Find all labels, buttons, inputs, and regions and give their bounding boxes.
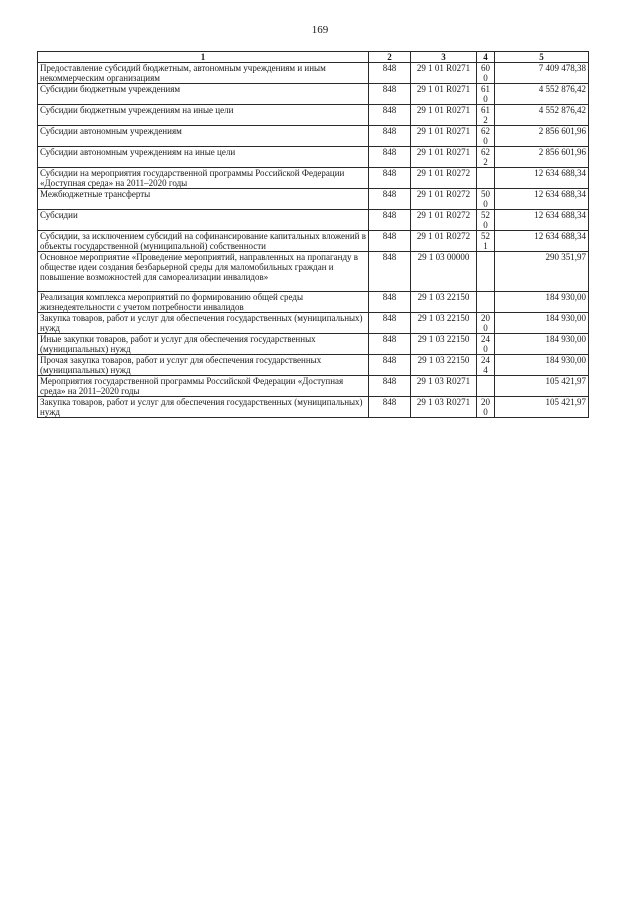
row-ministry-code: 848	[369, 63, 411, 84]
table-row	[38, 105, 589, 126]
table-row	[38, 252, 589, 292]
row-description: Субсидии бюджетным учреждениям на иные цели	[38, 105, 369, 126]
column-header: 1	[38, 52, 369, 63]
row-amount: 7 409 478,38	[495, 63, 589, 84]
table-row	[38, 126, 589, 147]
row-target-code: 29 1 03 R0271	[411, 376, 477, 397]
row-expense-type	[477, 252, 495, 292]
row-ministry-code: 848	[369, 210, 411, 231]
row-expense-type: 244	[477, 355, 495, 376]
row-description: Межбюджетные трансферты	[38, 189, 369, 210]
row-expense-type: 610	[477, 84, 495, 105]
row-expense-type: 622	[477, 147, 495, 168]
row-ministry-code: 848	[369, 252, 411, 292]
row-target-code: 29 1 01 R0272	[411, 189, 477, 210]
row-description: Субсидии автономным учреждениям	[38, 126, 369, 147]
table-row	[38, 147, 589, 168]
row-amount: 12 634 688,34	[495, 231, 589, 252]
table-row	[38, 334, 589, 355]
row-amount: 2 856 601,96	[495, 126, 589, 147]
table-row	[38, 189, 589, 210]
row-amount: 105 421,97	[495, 376, 589, 397]
row-ministry-code: 848	[369, 84, 411, 105]
column-header: 5	[495, 52, 589, 63]
table-row	[38, 313, 589, 334]
table-row	[38, 210, 589, 231]
table-row	[38, 231, 589, 252]
row-amount: 4 552 876,42	[495, 84, 589, 105]
row-expense-type	[477, 292, 495, 313]
row-expense-type	[477, 168, 495, 189]
row-ministry-code: 848	[369, 126, 411, 147]
row-amount: 12 634 688,34	[495, 189, 589, 210]
row-target-code: 29 1 01 R0271	[411, 84, 477, 105]
row-ministry-code: 848	[369, 355, 411, 376]
row-ministry-code: 848	[369, 292, 411, 313]
row-description: Иные закупки товаров, работ и услуг для обеспечения государственных (муниципальных) нужд	[38, 334, 369, 355]
row-expense-type: 240	[477, 334, 495, 355]
row-ministry-code: 848	[369, 397, 411, 418]
row-target-code: 29 1 03 22150	[411, 313, 477, 334]
row-target-code: 29 1 01 R0272	[411, 231, 477, 252]
row-description: Основное мероприятие «Проведение мероприятий, направленных на пропаганду в обществе идеи создания безбарьерной среды для маломобильных граждан и повышение возможностей для самореализации инвалидов»	[38, 252, 369, 292]
row-target-code: 29 1 01 R0272	[411, 210, 477, 231]
row-description: Прочая закупка товаров, работ и услуг для обеспечения государственных (муниципальных) нужд	[38, 355, 369, 376]
row-ministry-code: 848	[369, 376, 411, 397]
column-header: 4	[477, 52, 495, 63]
row-description: Субсидии бюджетным учреждениям	[38, 84, 369, 105]
row-expense-type: 521	[477, 231, 495, 252]
row-description: Закупка товаров, работ и услуг для обеспечения государственных (муниципальных) нужд	[38, 313, 369, 334]
row-expense-type: 620	[477, 126, 495, 147]
row-ministry-code: 848	[369, 189, 411, 210]
row-target-code: 29 1 03 22150	[411, 355, 477, 376]
table-row	[38, 168, 589, 189]
budget-table	[37, 51, 589, 418]
row-target-code: 29 1 01 R0271	[411, 63, 477, 84]
row-ministry-code: 848	[369, 313, 411, 334]
row-description: Предоставление субсидий бюджетным, автономным учреждениям и иным некоммерческим организациям	[38, 63, 369, 84]
row-description: Реализация комплекса мероприятий по формированию общей среды жизнедеятельности с учетом потребности инвалидов	[38, 292, 369, 313]
row-ministry-code: 848	[369, 105, 411, 126]
row-expense-type: 200	[477, 397, 495, 418]
table-row	[38, 355, 589, 376]
row-target-code: 29 1 03 22150	[411, 292, 477, 313]
row-target-code: 29 1 01 R0271	[411, 147, 477, 168]
column-header: 2	[369, 52, 411, 63]
row-amount: 105 421,97	[495, 397, 589, 418]
table-row	[38, 63, 589, 84]
table-row	[38, 376, 589, 397]
row-target-code: 29 1 03 00000	[411, 252, 477, 292]
row-amount: 4 552 876,42	[495, 105, 589, 126]
column-header: 3	[411, 52, 477, 63]
row-amount: 12 634 688,34	[495, 168, 589, 189]
row-target-code: 29 1 03 R0271	[411, 397, 477, 418]
row-expense-type	[477, 376, 495, 397]
row-description: Субсидии	[38, 210, 369, 231]
row-ministry-code: 848	[369, 168, 411, 189]
table-row	[38, 292, 589, 313]
row-description: Субсидии автономным учреждениям на иные цели	[38, 147, 369, 168]
table-header-row	[38, 52, 589, 63]
row-description: Мероприятия государственной программы Российской Федерации «Доступная среда» на 2011–2020 годы	[38, 376, 369, 397]
row-target-code: 29 1 03 22150	[411, 334, 477, 355]
row-expense-type: 612	[477, 105, 495, 126]
table-row	[38, 84, 589, 105]
row-description: Субсидии на мероприятия государственной программы Российской Федерации «Доступная среда» на 2011–2020 годы	[38, 168, 369, 189]
row-expense-type: 500	[477, 189, 495, 210]
row-expense-type: 520	[477, 210, 495, 231]
row-amount: 184 930,00	[495, 313, 589, 334]
row-amount: 12 634 688,34	[495, 210, 589, 231]
row-amount: 184 930,00	[495, 355, 589, 376]
row-amount: 2 856 601,96	[495, 147, 589, 168]
page-number: 169	[311, 24, 329, 36]
row-description: Субсидии, за исключением субсидий на софинансирование капитальных вложений в объекты государственной (муниципальной) собственности	[38, 231, 369, 252]
row-target-code: 29 1 01 R0271	[411, 105, 477, 126]
row-ministry-code: 848	[369, 334, 411, 355]
row-amount: 184 930,00	[495, 292, 589, 313]
row-ministry-code: 848	[369, 231, 411, 252]
row-amount: 290 351,97	[495, 252, 589, 292]
row-description: Закупка товаров, работ и услуг для обеспечения государственных (муниципальных) нужд	[38, 397, 369, 418]
row-expense-type: 200	[477, 313, 495, 334]
row-target-code: 29 1 01 R0272	[411, 168, 477, 189]
row-target-code: 29 1 01 R0271	[411, 126, 477, 147]
row-amount: 184 930,00	[495, 334, 589, 355]
table-row	[38, 397, 589, 418]
row-expense-type: 600	[477, 63, 495, 84]
table-body	[38, 63, 589, 418]
row-ministry-code: 848	[369, 147, 411, 168]
